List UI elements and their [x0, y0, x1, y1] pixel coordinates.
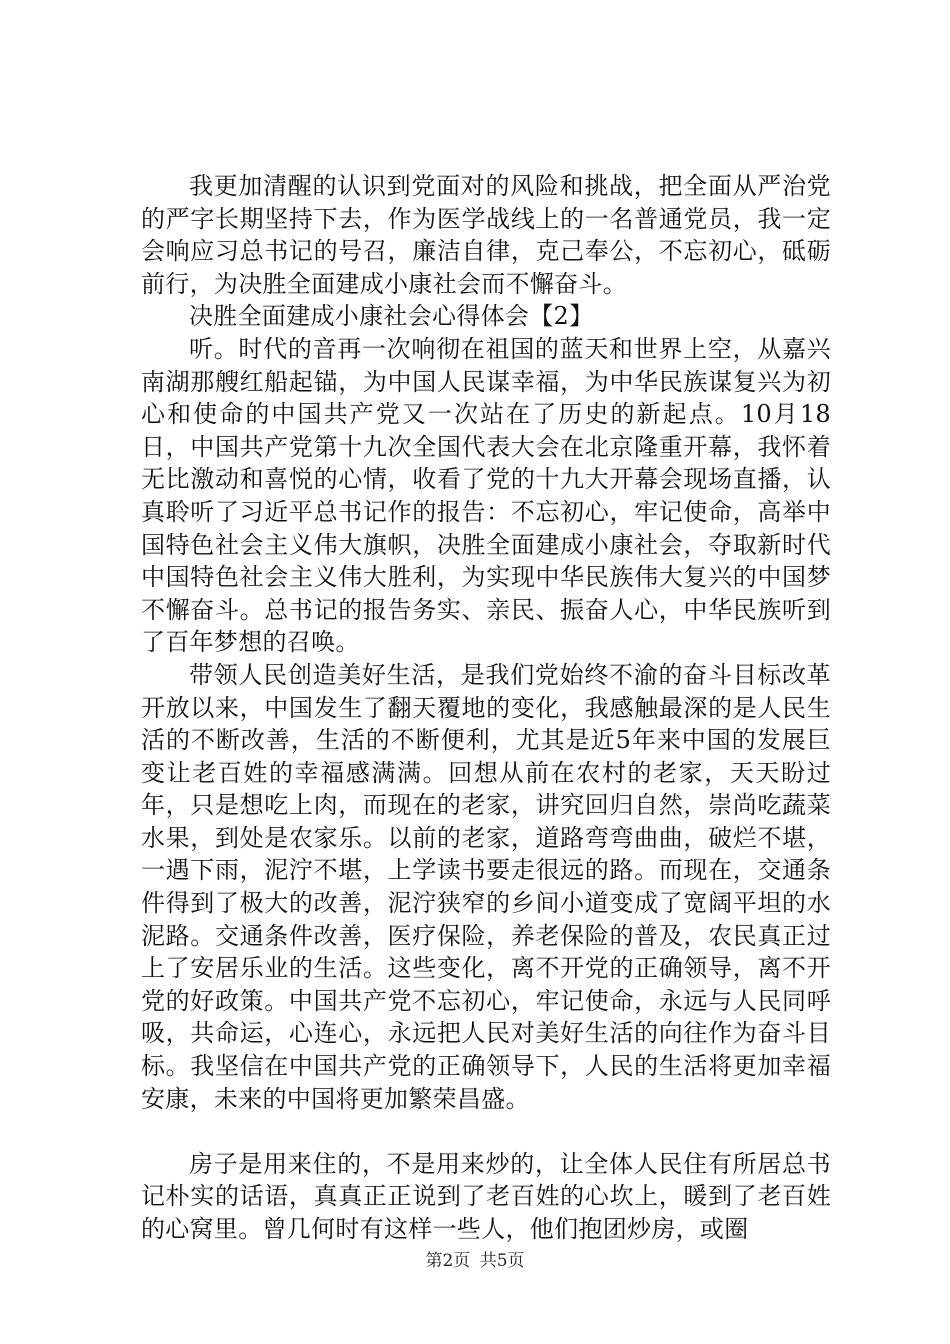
page-footer	[0, 1246, 950, 1271]
page-total: 共5页	[479, 1251, 525, 1271]
document-body	[141, 170, 831, 1246]
paragraph-3: 带领人民创造美好生活，是我们党始终不渝的奋斗目标改革开放以来，中国发生了翻天覆地的变化，我感触最深的是人民生活的不断改善，生活的不断便利，尤其是近5年来中国的发展巨变让老百姓的幸福感满满。回想从前在农村的老家，天天盼过年，只是想吃上肉，而现在的老家，讲究回归自然，崇尚吃蔬菜水果，到处是农家乐。以前的老家，道路弯弯曲曲，破烂不堪，一遇下雨，泥泞不堪，上学读书要走很远的路。而现在，交通条件得到了极大的改善，泥泞狭窄的乡间小道变成了宽阔平坦的水泥路。交通条件改善，医疗保险，养老保险的普及，农民真正过上了安居乐业的生活。这些变化，离不开党的正确领导，离不开党的好政策。中国共产党不忘初心，牢记使命，永远与人民同呼吸，共命运，心连心，永远把人民对美好生活的向往作为奋斗目标。我坚信在中国共产党的正确领导下，人民的生活将更加幸福安康，未来的中国将更加繁荣昌盛。	[141, 660, 831, 1113]
page-number: 第2页	[425, 1251, 471, 1271]
paragraph-spacer	[141, 1115, 831, 1148]
paragraph-2: 听。时代的音再一次响彻在祖国的蓝天和世界上空，从嘉兴南湖那艘红船起锚，为中国人民谋幸福，为中华民族谋复兴为初心和使命的中国共产党又一次站在了历史的新起点。10月18日，中国共产党第十九次全国代表大会在北京隆重开幕，我怀着无比激动和喜悦的心情，收看了党的十九大开幕会现场直播，认真聆听了习近平总书记作的报告：不忘初心，牢记使命，高举中国特色社会主义伟大旗帜，决胜全面建成小康社会，夺取新时代中国特色社会主义伟大胜利，为实现中华民族伟大复兴的中国梦不懈奋斗。总书记的报告务实、亲民、振奋人心，中华民族听到了百年梦想的召唤。	[141, 334, 831, 657]
paragraph-1: 我更加清醒的认识到党面对的风险和挑战，把全面从严治党的严字长期坚持下去，作为医学战线上的一名普通党员，我一定会响应习总书记的号召，廉洁自律，克己奉公，不忘初心，砥砺前行，为决胜全面建成小康社会而不懈奋斗。	[141, 172, 831, 298]
paragraph-4: 房子是用来住的，不是用来炒的，让全体人民住有所居总书记朴实的话语，真真正正说到了老百姓的心坎上，暖到了老百姓的心窝里。曾几何时有这样一些人，他们抱团炒房，或圈	[141, 1149, 831, 1243]
section-heading: 决胜全面建成小康社会心得体会【2】	[189, 302, 594, 331]
